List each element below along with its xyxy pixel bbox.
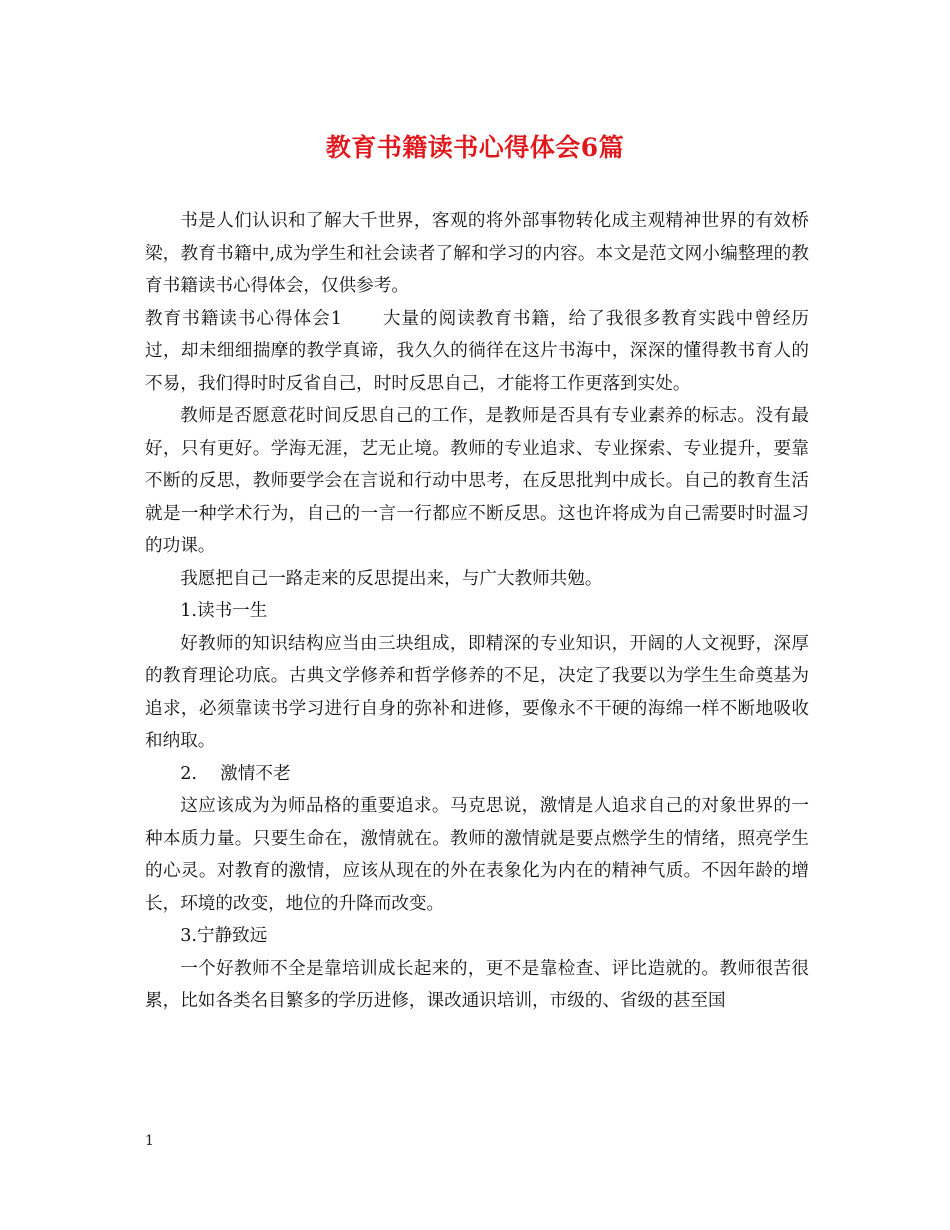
page-number: 1 [145, 1133, 154, 1149]
section-paragraph-2: 这应该成为为师品格的重要追求。马克思说，激情是人追求自己的对象世界的一种本质力量。只要生命在，激情就在。教师的激情就是要点燃学生的情绪，照亮学生的心灵。对教育的激情，应该从现在的外在表象化为内在的精神气质。不因年龄的增长，环境的改变，地位的升降而改变。 [145, 796, 809, 914]
article-heading: 教育书籍读书心得体会1 [145, 308, 342, 329]
article-first-paragraph: 大量的阅读教育书籍，给了我很多教育实践中曾经历过，却未细细揣摩的教学真谛，我久久的徜徉在这片书海中，深深的懂得教书育人的不易，我们得时时反省自己，时时反思自己，才能将工作更落到实处。 [145, 308, 809, 394]
document-title: 教育书籍读书心得体会6篇 [325, 133, 625, 162]
section-heading-1: 1.读书一生 [180, 601, 268, 621]
section-paragraph-1: 好教师的知识结构应当由三块组成，即精深的专业知识，开阔的人文视野，深厚的教育理论功底。古典文学修养和哲学修养的不足，决定了我要以为学生生命奠基为追求，必须靠读书学习进行自身的弥补和进修，要像永不干硬的海绵一样不断地吸收和纳取。 [145, 633, 809, 751]
reflection-paragraph: 教师是否愿意花时间反思自己的工作，是教师是否具有专业素养的标志。没有最好，只有更好。学海无涯，艺无止境。教师的专业追求、专业探索、专业提升，要靠不断的反思，教师要学会在言说和行动中思考，在反思批判中成长。自己的教育生活就是一种学术行为，自己的一言一行都应不断反思。这也许将成为自己需要时时温习的功课。 [145, 406, 809, 556]
intro-paragraph: 书是人们认识和了解大千世界，客观的将外部事物转化成主观精神世界的有效桥梁，教育书籍中,成为学生和社会读者了解和学习的内容。本文是范文网小编整理的教育书籍读书心得体会，仅供参考。 [145, 211, 809, 296]
document-body [145, 205, 809, 1018]
article-heading-paragraph [145, 303, 809, 401]
section-paragraph-3: 一个好教师不全是靠培训成长起来的，更不是靠检查、评比造就的。教师很苦很累，比如各类名目繁多的学历进修，课改通识培训，市级的、省级的甚至国 [145, 958, 809, 1011]
encouragement-paragraph: 我愿把自己一路走来的反思提出来，与广大教师共勉。 [180, 568, 603, 589]
section-heading-2: 2. 激情不老 [180, 763, 291, 784]
section-heading-3: 3.宁静致远 [180, 926, 268, 946]
